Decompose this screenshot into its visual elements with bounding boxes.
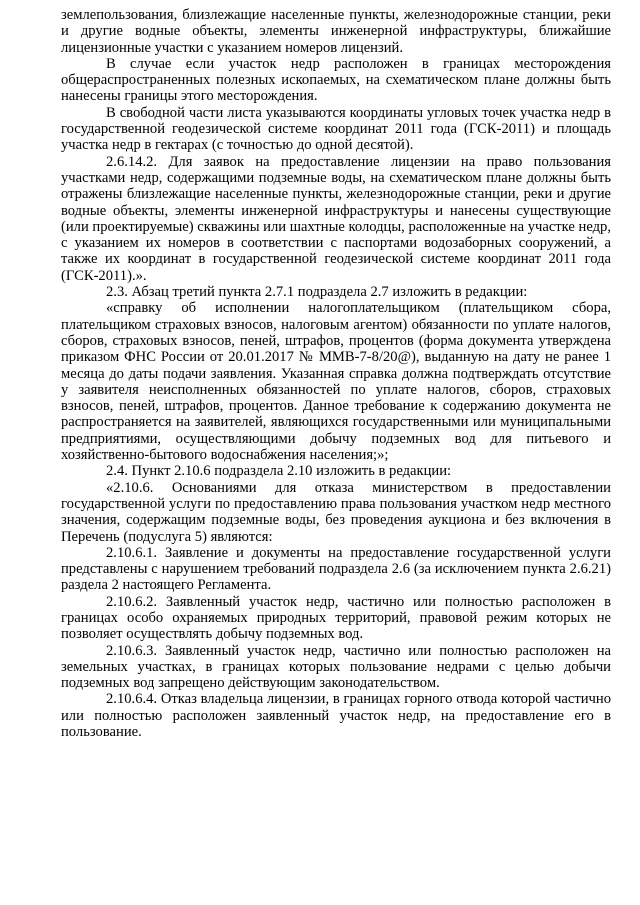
paragraph-2-10-6: «2.10.6. Основаниями для отказа министерством в предоставлении государственной услуги по предоставлению права пользования участком недр местного значения, содержащим подземные воды, без проведения аукциона и без включения в Перечень (подуслуга 5) являются:: [61, 479, 611, 545]
paragraph-2-10-6-4: 2.10.6.4. Отказ владельца лицензии, в границах горного отвода которой частично или полностью расположен заявленный участок недр, на предоставление его в пользование.: [61, 691, 611, 741]
paragraph-2-3: 2.3. Абзац третий пункта 2.7.1 подраздела 2.7 изложить в редакции:: [106, 284, 528, 301]
paragraph-tax-certificate: «справку об исполнении налогоплательщиком (плательщиком сбора, плательщиком страховых взносов, налоговым агентом) обязанности по уплате налогов, сборов, страховых взносов, пеней, штрафов, процентов (форма документа утверждена приказом ФНС России от 20.01.2017 № ММВ-7-8/20@), выданную на дату не ранее 1 месяца до даты подачи заявления. Указанная справка должна подтверждать отсутствие у заявителя неисполненных обязанностей по уплате налогов, сборов, страховых взносов, пеней, штрафов, процентов. Данное требование к содержанию документа не распространяется на заявителей, являющихся государственными или муниципальными предприятиями, осуществляющими добычу подземных вод для питьевого и хозяйственно-бытового водоснабжения населения;»;: [61, 300, 611, 464]
paragraph-coordinates: В свободной части листа указываются координаты угловых точек участка недр в государственной геодезической системе координат 2011 года (ГСК-2011) и площадь участка недр в гектарах (с точностью до одной десятой).: [61, 104, 611, 154]
paragraph-2-10-6-3: 2.10.6.3. Заявленный участок недр, частично или полностью расположен на земельных участках, в границах которых пользование недрами с целью добычи подземных вод запрещено действующим законодательством.: [61, 642, 611, 692]
paragraph-2-10-6-2: 2.10.6.2. Заявленный участок недр, частично или полностью расположен в границах особо охраняемых природных территорий, правовой режим которых не позволяет осуществлять добычу подземных вод.: [61, 593, 611, 643]
paragraph-continuation: землепользования, близлежащие населенные пункты, железнодорожные станции, реки и другие водные объекты, элементы инженерной инфраструктуры, ближайшие лицензионные участки с указанием номеров лицензий.: [61, 7, 611, 56]
paragraph-2-4: 2.4. Пункт 2.10.6 подраздела 2.10 изложить в редакции:: [106, 463, 452, 480]
paragraph-deposit-boundaries: В случае если участок недр расположен в границах месторождения общераспространенных полезных ископаемых, на схематическом плане должны быть нанесены границы этого месторождения.: [61, 55, 611, 105]
paragraph-2-10-6-1: 2.10.6.1. Заявление и документы на предоставление государственной услуги представлены с нарушением требований подраздела 2.6 (за исключением пункта 2.6.21) раздела 2 настоящего Регламента.: [61, 544, 611, 594]
paragraph-2-6-14-2: 2.6.14.2. Для заявок на предоставление лицензии на право пользования участками недр, содержащими подземные воды, на схематическом плане должны быть отражены близлежащие населенные пункты, железнодорожные станции, реки и другие водные объекты, элементы инженерной инфраструктуры и нанесены существующие (или проектируемые) скважины или шахтные колодцы, расположенные на участке недр, с указанием их номеров в соответствии с паспортами водозаборных сооружений, а также их координат в государственной геодезической системе координат 2011 года (ГСК-2011).».: [61, 153, 611, 284]
